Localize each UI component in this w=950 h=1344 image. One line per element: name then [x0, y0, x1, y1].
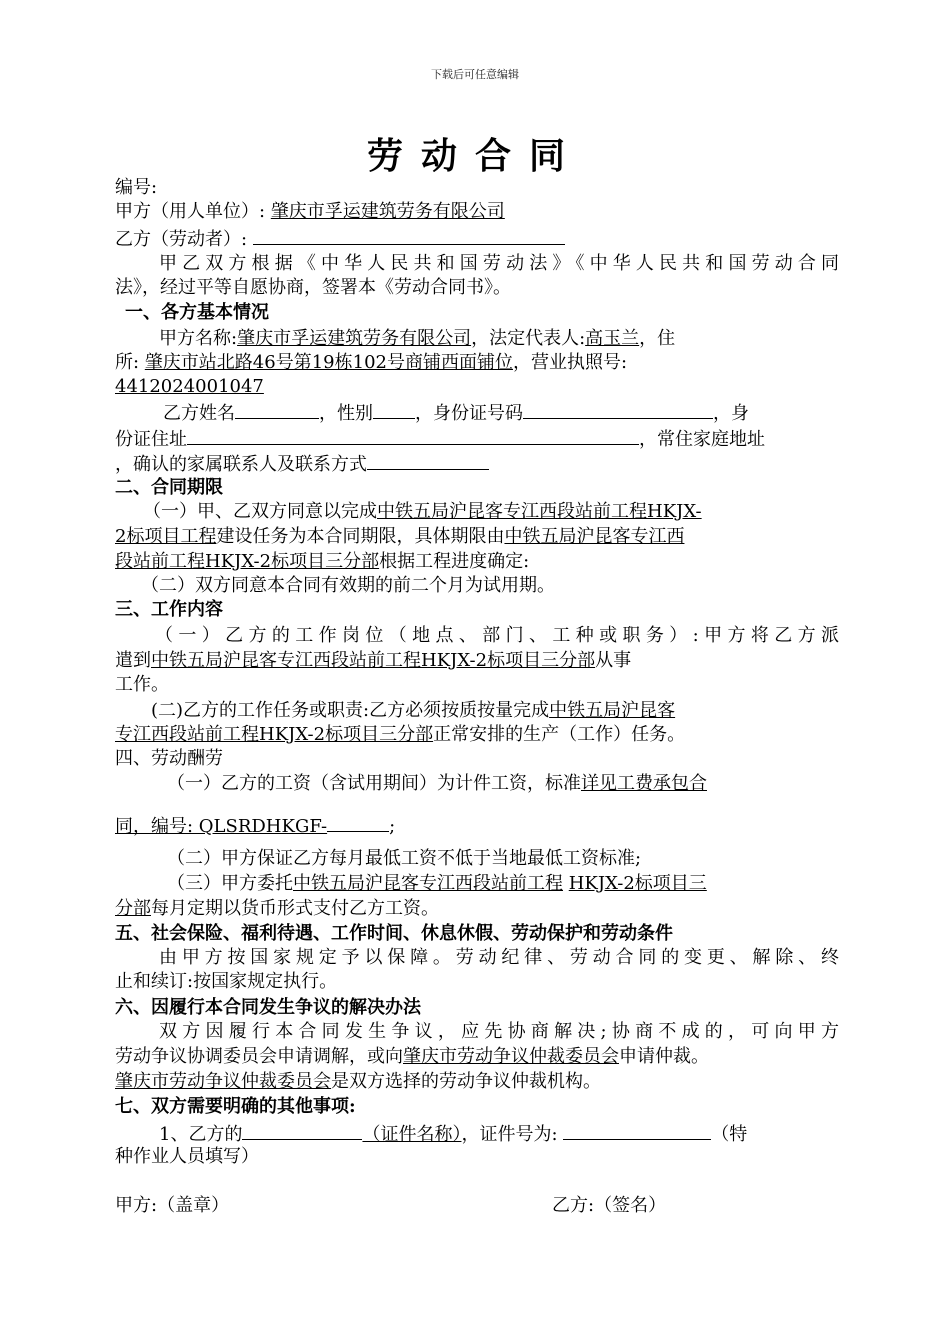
s4-min-wage: （二）甲方保证乙方每月最低工资不低于当地最低工资标准; — [167, 848, 642, 869]
s4-line-2 — [115, 813, 839, 839]
s2-probation: （二）双方同意本合同有效期的前二个月为试用期。 — [141, 575, 555, 596]
s1-license-number: 4412024001047 — [115, 376, 264, 397]
s3-line-2 — [115, 649, 839, 673]
s2-project-1: 中铁五局沪昆客专江西段站前工程HKJX- — [377, 501, 702, 522]
section-5-heading: 五、社会保险、福利待遇、工作时间、休息休假、劳动保护和劳动条件 — [115, 923, 673, 944]
s3-line-5 — [115, 723, 839, 747]
s2-line-3 — [115, 550, 839, 574]
party-b-label: 乙方（劳动者）: — [115, 229, 248, 250]
b-id-address-blank[interactable] — [187, 426, 639, 445]
s1-rep-name: 高玉兰 — [585, 328, 640, 349]
intro-text-2: 法》，经过平等自愿协商，签署本《劳动合同书》。 — [115, 277, 511, 298]
s7-line-2 — [115, 1145, 839, 1169]
s4-project-1: 中铁五局沪昆客专江西段站前工程 — [293, 873, 563, 894]
b-contact-blank[interactable] — [367, 451, 489, 470]
party-b-blank[interactable] — [253, 226, 565, 245]
s4-text-3a: （三）甲方委托 — [167, 873, 293, 894]
s3-text-2d: 正常安排的生产（工作）任务。 — [433, 724, 686, 745]
s1-party-a-line — [115, 327, 839, 351]
s1-id-address-line — [115, 426, 839, 452]
page-title: 劳动合同 — [366, 135, 583, 177]
section-2-heading: 二、合同期限 — [115, 477, 223, 498]
s4-contract-ref: 详见工费承包合 — [581, 773, 707, 794]
s3-project-3: 专江西段站前工程HKJX-2标项目三分部 — [115, 724, 434, 745]
s6-text-1: 双方因履行本合同发生争议，应先协商解决;协商不成的，可向甲方 — [159, 1021, 839, 1042]
s5-text-2: 止和续订:按国家规定执行。 — [115, 971, 338, 992]
s4-text-3e: 每月定期以货币形式支付乙方工资。 — [151, 898, 439, 919]
s7-text-c: ，证件号为: — [461, 1124, 558, 1145]
s1-license-label: ，营业执照号: — [512, 352, 628, 373]
s7-line-1 — [115, 1121, 839, 1147]
s4-line-5 — [115, 897, 839, 921]
s1-contact-line — [115, 451, 839, 477]
s6-text-3b: 是双方选择的劳动争议仲裁机构。 — [331, 1071, 601, 1092]
s6-text-2a: 劳动争议协调委员会申请调解，或向 — [115, 1046, 403, 1067]
s3-text-2a: (二)乙方的工作任务或职责:乙方必须按质按量完成 — [151, 700, 550, 721]
section-4-heading: 四、劳动酬劳 — [115, 748, 223, 769]
s1-home-label: ，常住家庭地址 — [639, 429, 765, 450]
section-6-heading: 六、因履行本合同发生争议的解决办法 — [115, 997, 421, 1018]
certificate-name-blank[interactable] — [242, 1121, 362, 1140]
s7-text-d: （特 — [711, 1124, 748, 1145]
s1-id-tail: ，身 — [713, 403, 749, 424]
s6-line-1 — [115, 1020, 839, 1044]
section-1-heading: 一、各方基本情况 — [125, 302, 269, 323]
s1-party-b-line — [115, 400, 839, 426]
s3-line-4 — [115, 699, 839, 723]
s5-line-2 — [115, 970, 839, 994]
s1-b-name-label: 乙方姓名 — [163, 403, 235, 424]
s2-project-3: 中铁五局沪昆客专江西 — [504, 526, 685, 547]
b-id-blank[interactable] — [523, 400, 713, 419]
s1-a-name: 肇庆市孚运建筑劳务有限公司 — [237, 328, 472, 349]
s1-a-name-label: 甲方名称: — [159, 328, 238, 349]
s2-text-d: 建设任务为本合同期限，具体期限由 — [216, 526, 505, 547]
s5-text-1: 由甲方按国家规定予以保障。劳动纪律、劳动合同的变更、解除、终 — [159, 947, 839, 968]
s1-addr-label: 所: — [115, 352, 140, 373]
s4-text-a: （一）乙方的工资（含试用期间）为计件工资，标准 — [167, 773, 581, 794]
s3-text-a: （一）乙方的工作岗位（地点、部门、工种或职务）:甲方将乙方派 — [155, 625, 839, 646]
signature-party-b: 乙方:（签名） — [552, 1195, 667, 1216]
intro-text-1: 甲乙双方根据《中华人民共和国劳动法》《中华人民共和国劳动合同 — [159, 253, 839, 274]
s3-project-2: 中铁五局沪昆客 — [549, 700, 676, 721]
s6-arbitration-1: 肇庆市劳动争议仲裁委员会 — [403, 1046, 619, 1067]
contract-number-line — [115, 176, 839, 200]
s3-line-3 — [115, 673, 839, 697]
header-note: 下载后可任意编辑 — [431, 68, 519, 81]
s1-id-label: ，身份证号码 — [415, 403, 523, 424]
s1-address: 肇庆市站北路46号第19栋102号商铺西面铺位 — [144, 352, 513, 373]
s4-text-d: ; — [389, 816, 396, 837]
s2-line-1 — [115, 500, 839, 524]
s2-project-2: 2标项目工程 — [115, 526, 217, 547]
s2-project-4: 段站前工程HKJX-2标项目三分部 — [115, 551, 380, 572]
b-gender-blank[interactable] — [373, 400, 415, 419]
s4-line-4 — [115, 872, 839, 896]
s6-line-3 — [115, 1070, 839, 1094]
s6-text-2c: 申请仲裁。 — [619, 1046, 709, 1067]
s2-text-a: （一）甲、乙双方同意以完成 — [143, 501, 377, 522]
s3-line-1 — [115, 624, 839, 648]
s1-contact-label: ，确认的家属联系人及联系方式 — [115, 454, 367, 475]
s4-project-3: 分部 — [115, 898, 151, 919]
b-name-blank[interactable] — [235, 400, 319, 419]
s2-line-4 — [115, 574, 839, 598]
contract-number-label: 编号: — [115, 177, 158, 198]
s3-text-e: 工作。 — [115, 674, 169, 695]
section-7-heading: 七、双方需要明确的其他事项: — [115, 1096, 356, 1117]
s7-cert-name: （证件名称） — [362, 1124, 462, 1145]
s4-project-2: HKJX-2标项目三 — [568, 873, 707, 894]
contract-number-blank[interactable] — [327, 813, 389, 832]
s1-gender-label: ，性别 — [319, 403, 373, 424]
s6-arbitration-2: 肇庆市劳动争议仲裁委员会 — [115, 1071, 331, 1092]
s1-id-addr-label: 份证住址 — [115, 429, 187, 450]
s7-text-2: 种作业人员填写） — [115, 1146, 259, 1167]
intro-line-2 — [115, 276, 839, 300]
s1-rep-label: ，法定代表人: — [471, 328, 586, 349]
s1-addr-tail: ，住 — [639, 328, 676, 349]
s3-text-d: 从事 — [595, 650, 632, 671]
s4-line-3 — [115, 847, 839, 871]
s2-text-g: 根据工程进度确定: — [379, 551, 530, 572]
s5-line-1 — [115, 946, 839, 970]
certificate-number-blank[interactable] — [563, 1121, 711, 1140]
s3-project-1: 中铁五局沪昆客专江西段站前工程HKJX-2标项目三分部 — [151, 650, 596, 671]
intro-line-1 — [115, 252, 839, 276]
s1-address-line — [115, 351, 839, 375]
party-a-label: 甲方（用人单位）: — [115, 201, 266, 222]
section-3-heading: 三、工作内容 — [115, 599, 223, 620]
party-b-line — [115, 226, 839, 252]
s6-line-2 — [115, 1045, 839, 1069]
s1-license-line — [115, 375, 839, 399]
s2-line-2 — [115, 525, 839, 549]
party-a-line — [115, 200, 839, 224]
s4-contract-number: 同，编号: QLSRDHKGF- — [115, 816, 328, 837]
s3-text-b: 遣到 — [115, 650, 151, 671]
signature-party-a: 甲方:（盖章） — [115, 1195, 230, 1216]
party-a-name: 肇庆市孚运建筑劳务有限公司 — [270, 201, 505, 222]
s4-line-1 — [115, 772, 839, 796]
s7-text-a: 1、乙方的 — [159, 1124, 243, 1145]
